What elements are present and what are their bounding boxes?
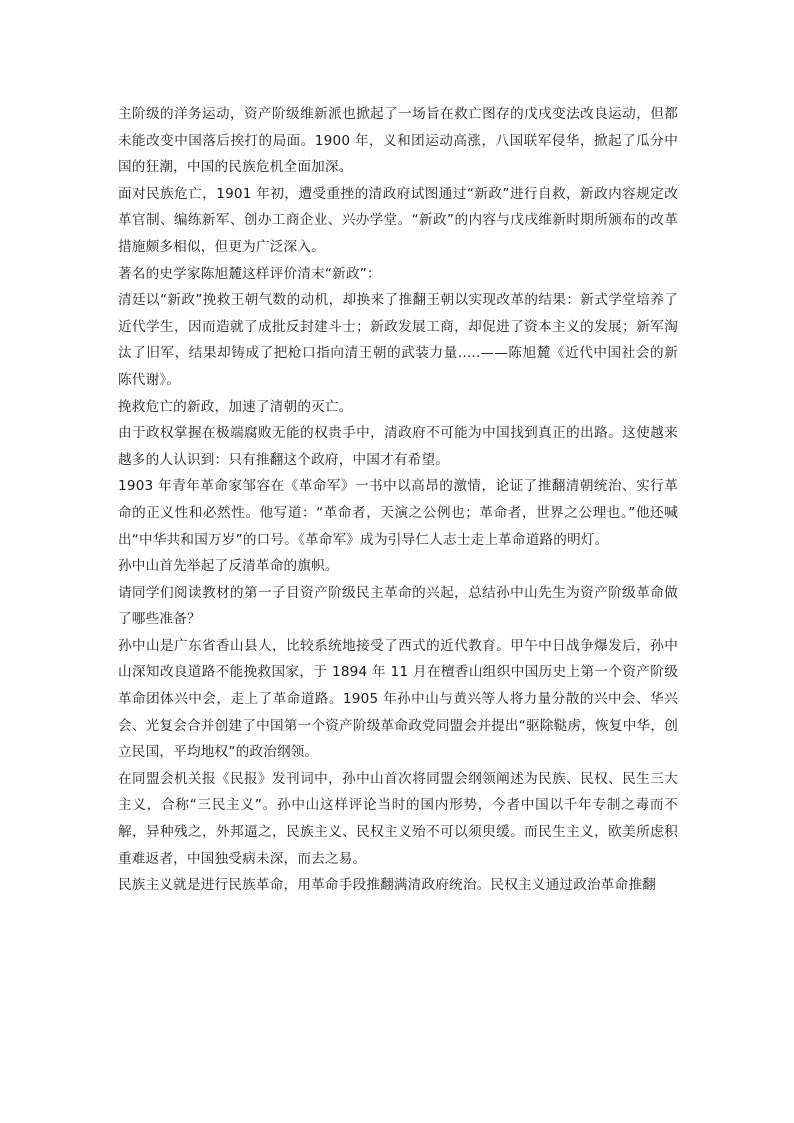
- paragraph-sun-yat-sen-banner: 孙中山首先举起了反清革命的旗帜。: [118, 558, 339, 575]
- paragraph-new-policies-result: 挽救危亡的新政，加速了清朝的灭亡。: [118, 398, 353, 415]
- paragraph-historian-intro: 著名的史学家陈旭麓这样评价清末“新政”：: [118, 265, 381, 282]
- paragraph-westernization-and-reform: 主阶级的洋务运动，资产阶级维新派也掀起了一场旨在救亡图存的戊戌变法改良运动，但都未能改变中国落后挨打的局面。1900 年，义和团运动高涨，八国联军侵华，掀起了瓜分中国的狂潮，中国的民族危机全面加深。: [118, 106, 678, 176]
- paragraph-three-principles: 在同盟会机关报《民报》发刊词中，孙中山首次将同盟会纲领阐述为民族、民权、民生三大主义，合称“三民主义”。孙中山这样评论当时的国内形势，今者中国以千年专制之毒而不解，异种残之，外邦逼之，民族主义、民权主义殆不可以须臾缓。而民生主义，欧美所虑积重难返者，中国独受病未深，而去之易。: [118, 770, 678, 867]
- paragraph-historian-quote: 清廷以“新政”挽救王朝气数的动机，却换来了推翻王朝以实现改革的结果：新式学堂培养了近代学生，因而造就了成批反封建斗士；新政发展工商，却促进了资本主义的发展；新军淘汰了旧军，结果却铸成了把枪口指向清王朝的武装力量.....——陈旭麓《近代中国社会的新陈代谢》。: [118, 292, 678, 388]
- paragraph-zou-rong: 1903 年青年革命家邹容在《革命军》一书中以高昂的激情，论证了推翻清朝统治、实行革命的正义性和必然性。他写道：“革命者，天演之公例也；革命者，世界之公理也。”他还喊出“中华共和国万岁”的口号。《革命军》成为引导仁人志士走上革命道路的明灯。: [118, 478, 678, 548]
- paragraph-reading-question: 请同学们阅读教材的第一子目资产阶级民主革命的兴起，总结孙中山先生为资产阶级革命做了哪些准备？: [118, 584, 678, 628]
- paragraph-sun-yat-sen-background: 孙中山是广东省香山县人，比较系统地接受了西式的近代教育。甲午中日战争爆发后，孙中山深知改良道路不能挽救国家，于 1894 年 11 月在檀香山组织中国历史上第一个资产阶级革命团体兴中会，走上了革命道路。1905 年孙中山与黄兴等人将力量分散的兴中会、华兴会、光复会合并创建了中国第一个资产阶级革命政党同盟会并提出“驱除鞑虏，恢复中华，创立民国，平均地权”的政治纲领。: [118, 637, 678, 761]
- paragraph-nationalism: 民族主义就是进行民族革命，用革命手段推翻满清政府统治。民权主义通过政治革命推翻: [118, 877, 656, 894]
- paragraph-new-policies: 面对民族危亡，1901 年初，遭受重挫的清政府试图通过“新政”进行自救，新政内容规定改革官制、编练新军、创办工商企业、兴办学堂。“新政”的内容与戊戌维新时期所颁布的改革措施颇多相似，但更为广泛深入。: [118, 185, 678, 255]
- paragraph-government-corruption: 由于政权掌握在极端腐败无能的权贵手中，清政府不可能为中国找到真正的出路。这使越来越多的人认识到：只有推翻这个政府，中国才有希望。: [118, 425, 678, 468]
- document-body: [118, 101, 678, 899]
